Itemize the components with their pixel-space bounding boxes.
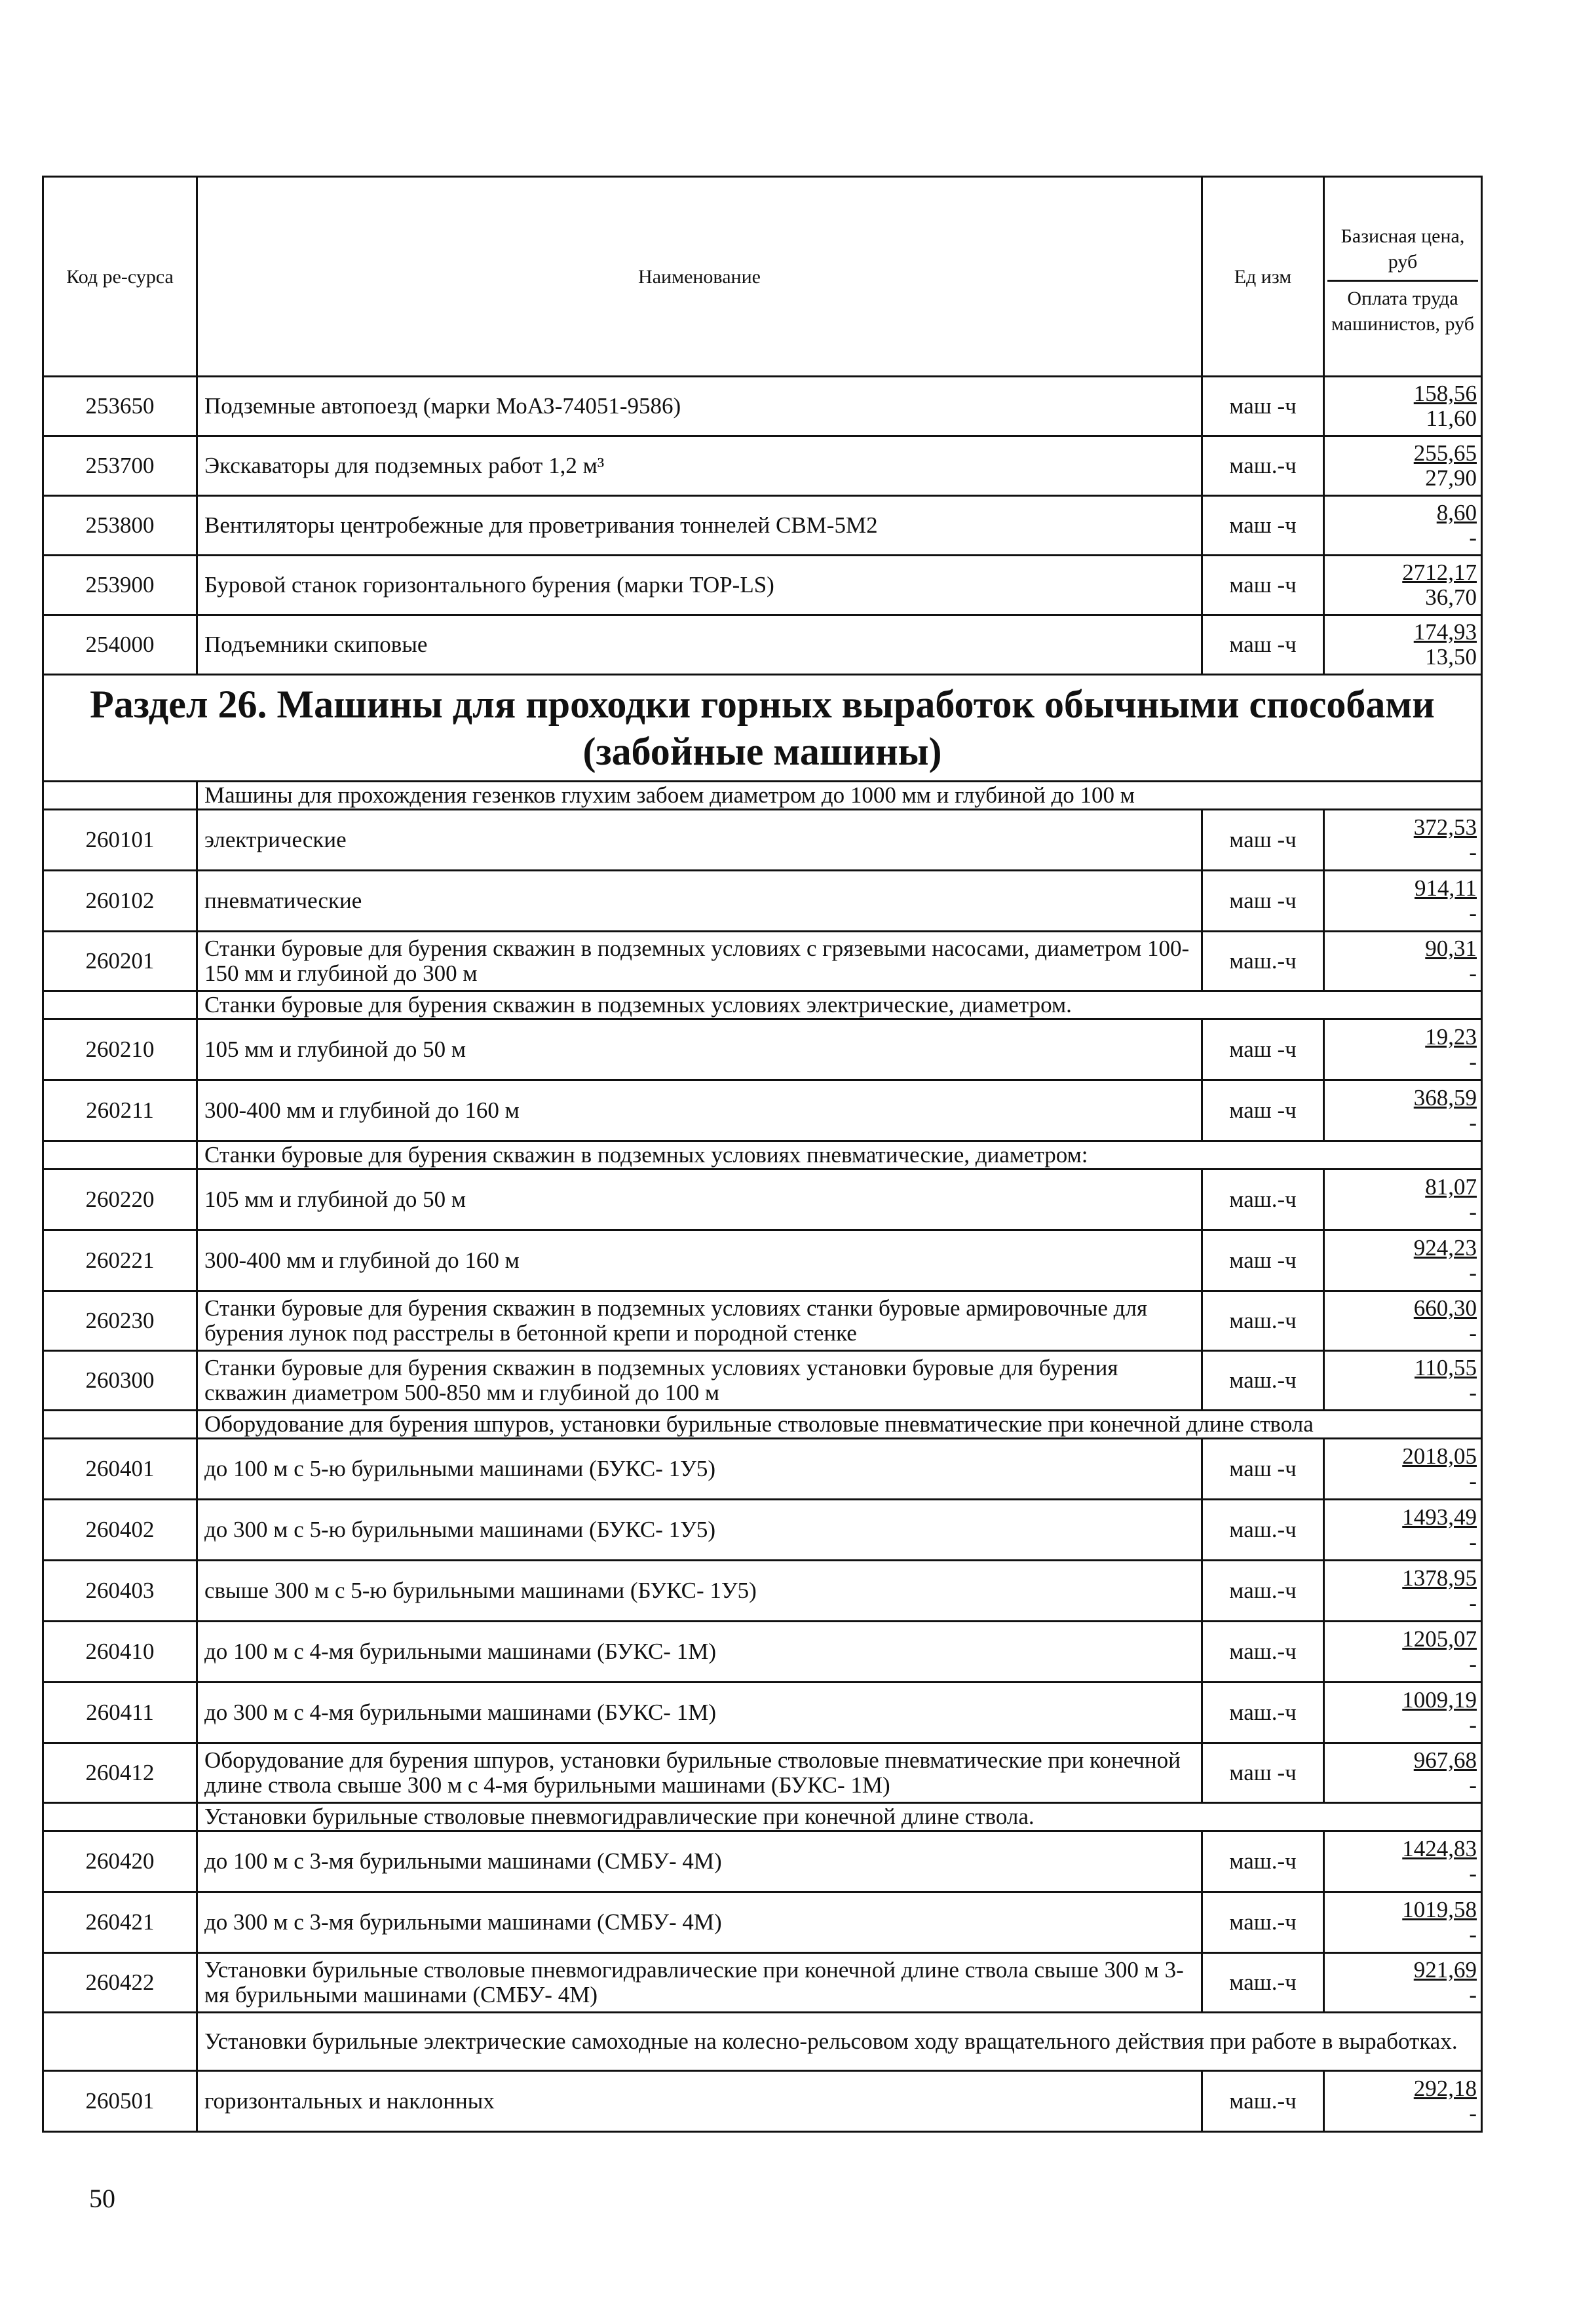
row-price-cell (1324, 615, 1482, 675)
row-price-cell (1324, 1831, 1482, 1892)
row-price-cell (1324, 1892, 1482, 1953)
row-unit: маш.-ч (1202, 1622, 1324, 1683)
row-price: 1019,58 (1402, 1897, 1477, 1923)
row-unit: маш.-ч (1202, 1291, 1324, 1351)
subheader-row (43, 1803, 1482, 1831)
table-row (43, 1170, 1482, 1230)
row-price-cell (1324, 932, 1482, 991)
row-labor: - (1469, 1982, 1477, 2007)
table-row (43, 1291, 1482, 1351)
table-row (43, 1500, 1482, 1561)
row-name: Буровой станок горизонтального бурения (марки TOP-LS) (197, 556, 1202, 615)
row-labor: - (1469, 1320, 1477, 1346)
row-price: 292,18 (1413, 2076, 1477, 2102)
row-labor: 36,70 (1425, 584, 1477, 610)
header-price-top: Базисная цена, руб (1340, 225, 1465, 273)
row-code: 254000 (43, 615, 197, 675)
row-labor: - (1469, 1110, 1477, 1135)
row-price-cell (1324, 377, 1482, 436)
row-unit: маш.-ч (1202, 1831, 1324, 1892)
row-price: 174,93 (1413, 619, 1477, 645)
row-price-cell (1324, 1439, 1482, 1500)
subheader-text: Установки бурильные электрические самоходные на колесно-рельсовом ходу вращательного действия при работе в выработках. (197, 2013, 1482, 2071)
table-row (43, 2071, 1482, 2132)
row-price: 921,69 (1413, 1957, 1477, 1983)
row-price: 81,07 (1425, 1174, 1477, 1200)
row-price: 1493,49 (1402, 1504, 1477, 1531)
row-code: 260401 (43, 1439, 197, 1500)
price-table (42, 176, 1483, 2133)
row-name: до 300 м с 3-мя бурильными машинами (СМБУ- 4М) (197, 1892, 1202, 1953)
row-name: 105 мм и глубиной до 50 м (197, 1170, 1202, 1230)
row-name: Подземные автопоезд (марки МоАЗ-74051-9586) (197, 377, 1202, 436)
row-unit: маш -ч (1202, 1439, 1324, 1500)
subheader-text: Машины для прохождения гезенков глухим забоем диаметром до 1000 мм и глубиной до 100 м (197, 782, 1482, 810)
header-name: Наименование (197, 177, 1202, 377)
row-name: свыше 300 м с 5-ю бурильными машинами (БУКС- 1У5) (197, 1561, 1202, 1622)
table-row (43, 1230, 1482, 1291)
header-code: Код ре-сурса (43, 177, 197, 377)
row-price: 255,65 (1413, 440, 1477, 466)
row-code: 260220 (43, 1170, 197, 1230)
row-code: 260201 (43, 932, 197, 991)
row-name: Оборудование для бурения шпуров, установки бурильные стволовые пневматические при конечной длине ствола свыше 300 м с 4-мя бурильными машинами (БУКС- 1М) (197, 1743, 1202, 1803)
row-labor: - (1469, 1529, 1477, 1555)
table-row (43, 1439, 1482, 1500)
row-price: 372,53 (1413, 814, 1477, 841)
row-code: 260402 (43, 1500, 197, 1561)
row-code: 260501 (43, 2071, 197, 2132)
row-price: 1205,07 (1402, 1626, 1477, 1652)
row-unit: маш.-ч (1202, 2071, 1324, 2132)
subheader-row (43, 1141, 1482, 1170)
row-price-cell (1324, 1080, 1482, 1141)
row-labor: 13,50 (1425, 644, 1477, 670)
row-labor: - (1469, 1861, 1477, 1886)
table-row (43, 1831, 1482, 1892)
row-price: 1009,19 (1402, 1687, 1477, 1713)
row-unit: маш.-ч (1202, 1170, 1324, 1230)
row-price: 967,68 (1413, 1747, 1477, 1774)
row-unit: маш -ч (1202, 556, 1324, 615)
row-labor: - (1469, 1922, 1477, 1947)
row-labor: 11,60 (1426, 406, 1477, 431)
row-code: 260101 (43, 810, 197, 871)
row-unit: маш.-ч (1202, 1683, 1324, 1743)
row-unit: маш -ч (1202, 1019, 1324, 1080)
row-name: до 100 м с 3-мя бурильными машинами (СМБУ- 4М) (197, 1831, 1202, 1892)
row-name: 300-400 мм и глубиной до 160 м (197, 1230, 1202, 1291)
table-row (43, 810, 1482, 871)
table-row (43, 871, 1482, 932)
row-price-cell (1324, 436, 1482, 496)
table-row (43, 1019, 1482, 1080)
row-code: 253700 (43, 436, 197, 496)
row-price-cell (1324, 1500, 1482, 1561)
row-name: Станки буровые для бурения скважин в подземных условиях станки буровые армировочные для бурения лунок под расстрелы в бетонной крепи и породной стенке (197, 1291, 1202, 1351)
table-row (43, 1622, 1482, 1683)
row-code: 260420 (43, 1831, 197, 1892)
row-price-cell (1324, 2071, 1482, 2132)
row-price-cell (1324, 810, 1482, 871)
row-labor: - (1469, 1651, 1477, 1677)
row-code: 260412 (43, 1743, 197, 1803)
row-unit: маш.-ч (1202, 1561, 1324, 1622)
table-row (43, 932, 1482, 991)
table-row (43, 1683, 1482, 1743)
row-price: 110,55 (1415, 1355, 1477, 1381)
row-labor: - (1469, 900, 1477, 926)
row-price: 368,59 (1413, 1085, 1477, 1111)
page-number: 50 (89, 2184, 115, 2213)
table-row (43, 1953, 1482, 2013)
row-name: 105 мм и глубиной до 50 м (197, 1019, 1202, 1080)
row-labor: - (1469, 1590, 1477, 1616)
row-price-cell (1324, 1019, 1482, 1080)
row-unit: маш -ч (1202, 1743, 1324, 1803)
row-code: 253900 (43, 556, 197, 615)
row-labor: - (1469, 1260, 1477, 1285)
subheader-row (43, 991, 1482, 1019)
row-unit: маш -ч (1202, 615, 1324, 675)
row-price: 158,56 (1413, 381, 1477, 407)
row-unit: маш -ч (1202, 871, 1324, 932)
row-price-cell (1324, 1743, 1482, 1803)
row-price: 90,31 (1425, 936, 1477, 962)
row-labor: 27,90 (1425, 465, 1477, 491)
row-price: 924,23 (1413, 1235, 1477, 1261)
row-price-cell (1324, 1351, 1482, 1411)
table-row (43, 436, 1482, 496)
row-unit: маш.-ч (1202, 1892, 1324, 1953)
row-code: 260221 (43, 1230, 197, 1291)
table-row (43, 1743, 1482, 1803)
row-price-cell (1324, 1683, 1482, 1743)
row-price: 660,30 (1413, 1295, 1477, 1322)
row-code: 260403 (43, 1561, 197, 1622)
row-name: Вентиляторы центробежные для проветривания тоннелей СВМ-5М2 (197, 496, 1202, 556)
row-price: 914,11 (1415, 875, 1477, 902)
subheader-row (43, 782, 1482, 810)
subheader-text: Оборудование для бурения шпуров, установки бурильные стволовые пневматические при конечной длине ствола (197, 1411, 1482, 1439)
subheader-row (43, 2013, 1482, 2071)
subheader-text: Установки бурильные стволовые пневмогидравлические при конечной длине ствола. (197, 1803, 1482, 1831)
table-row (43, 1080, 1482, 1141)
row-code: 260230 (43, 1291, 197, 1351)
row-name: пневматические (197, 871, 1202, 932)
row-code: 253650 (43, 377, 197, 436)
row-code: 260422 (43, 1953, 197, 2013)
row-unit: маш -ч (1202, 377, 1324, 436)
subheader-text: Станки буровые для бурения скважин в подземных условиях электрические, диаметром. (197, 991, 1482, 1019)
row-code: 260211 (43, 1080, 197, 1141)
header-price (1324, 177, 1482, 377)
row-unit: маш.-ч (1202, 436, 1324, 496)
row-price: 19,23 (1425, 1024, 1477, 1050)
row-unit: маш -ч (1202, 810, 1324, 871)
row-name: Экскаваторы для подземных работ 1,2 м³ (197, 436, 1202, 496)
row-name: Станки буровые для бурения скважин в подземных условиях с грязевыми насосами, диаметром 100-150 мм и глубиной до 300 м (197, 932, 1202, 991)
row-unit: маш -ч (1202, 1080, 1324, 1141)
row-price: 1378,95 (1402, 1565, 1477, 1591)
row-name: Станки буровые для бурения скважин в подземных условиях установки буровые для бурения скважин диаметром 500-850 мм и глубиной до 100 м (197, 1351, 1202, 1411)
row-unit: маш.-ч (1202, 1953, 1324, 2013)
row-code: 260210 (43, 1019, 197, 1080)
row-price-cell (1324, 1622, 1482, 1683)
row-code: 260411 (43, 1683, 197, 1743)
table-row (43, 377, 1482, 436)
section-heading-row (43, 675, 1482, 782)
row-name: 300-400 мм и глубиной до 160 м (197, 1080, 1202, 1141)
row-price-cell (1324, 1230, 1482, 1291)
row-unit: маш.-ч (1202, 932, 1324, 991)
row-unit: маш -ч (1202, 1230, 1324, 1291)
row-code: 253800 (43, 496, 197, 556)
row-labor: - (1469, 1468, 1477, 1494)
subheader-text: Станки буровые для бурения скважин в подземных условиях пневматические, диаметром: (197, 1141, 1482, 1170)
row-labor: - (1469, 960, 1477, 986)
table-row (43, 615, 1482, 675)
row-unit: маш.-ч (1202, 1500, 1324, 1561)
row-code: 260410 (43, 1622, 197, 1683)
table-row (43, 556, 1482, 615)
section-title: Раздел 26. Машины для проходки горных выработок обычными способами (забойные машины) (43, 675, 1482, 782)
row-price-cell (1324, 1291, 1482, 1351)
row-labor: - (1469, 839, 1477, 865)
row-price-cell (1324, 556, 1482, 615)
row-price-cell (1324, 1561, 1482, 1622)
header-unit: Ед изм (1202, 177, 1324, 377)
row-labor: - (1469, 2101, 1477, 2126)
row-name: горизонтальных и наклонных (197, 2071, 1202, 2132)
row-labor: - (1469, 1772, 1477, 1798)
row-code: 260102 (43, 871, 197, 932)
row-labor: - (1469, 525, 1477, 550)
row-name: до 300 м с 5-ю бурильными машинами (БУКС- 1У5) (197, 1500, 1202, 1561)
row-name: Установки бурильные стволовые пневмогидравлические при конечной длине ствола свыше 300 м 3-мя бурильными машинами (СМБУ- 4М) (197, 1953, 1202, 2013)
row-code: 260300 (43, 1351, 197, 1411)
header-price-bottom: Оплата труда машинистов, руб (1331, 287, 1475, 335)
row-name: до 100 м с 5-ю бурильными машинами (БУКС- 1У5) (197, 1439, 1202, 1500)
row-price: 8,60 (1436, 500, 1477, 526)
table-row (43, 496, 1482, 556)
row-price-cell (1324, 1953, 1482, 2013)
row-labor: - (1469, 1380, 1477, 1405)
table-row (43, 1561, 1482, 1622)
row-name: Подъемники скиповые (197, 615, 1202, 675)
row-price-cell (1324, 871, 1482, 932)
subheader-row (43, 1411, 1482, 1439)
row-unit: маш.-ч (1202, 1351, 1324, 1411)
row-price-cell (1324, 1170, 1482, 1230)
row-code: 260421 (43, 1892, 197, 1953)
row-price: 2712,17 (1402, 560, 1477, 586)
row-price: 1424,83 (1402, 1836, 1477, 1862)
row-price: 2018,05 (1402, 1443, 1477, 1470)
row-labor: - (1469, 1049, 1477, 1074)
row-name: до 300 м с 4-мя бурильными машинами (БУКС- 1М) (197, 1683, 1202, 1743)
table-row (43, 1351, 1482, 1411)
row-name: электрические (197, 810, 1202, 871)
row-name: до 100 м с 4-мя бурильными машинами (БУКС- 1М) (197, 1622, 1202, 1683)
row-price-cell (1324, 496, 1482, 556)
row-labor: - (1469, 1199, 1477, 1225)
row-unit: маш -ч (1202, 496, 1324, 556)
table-row (43, 1892, 1482, 1953)
table-header-row (43, 177, 1482, 377)
row-labor: - (1469, 1712, 1477, 1738)
